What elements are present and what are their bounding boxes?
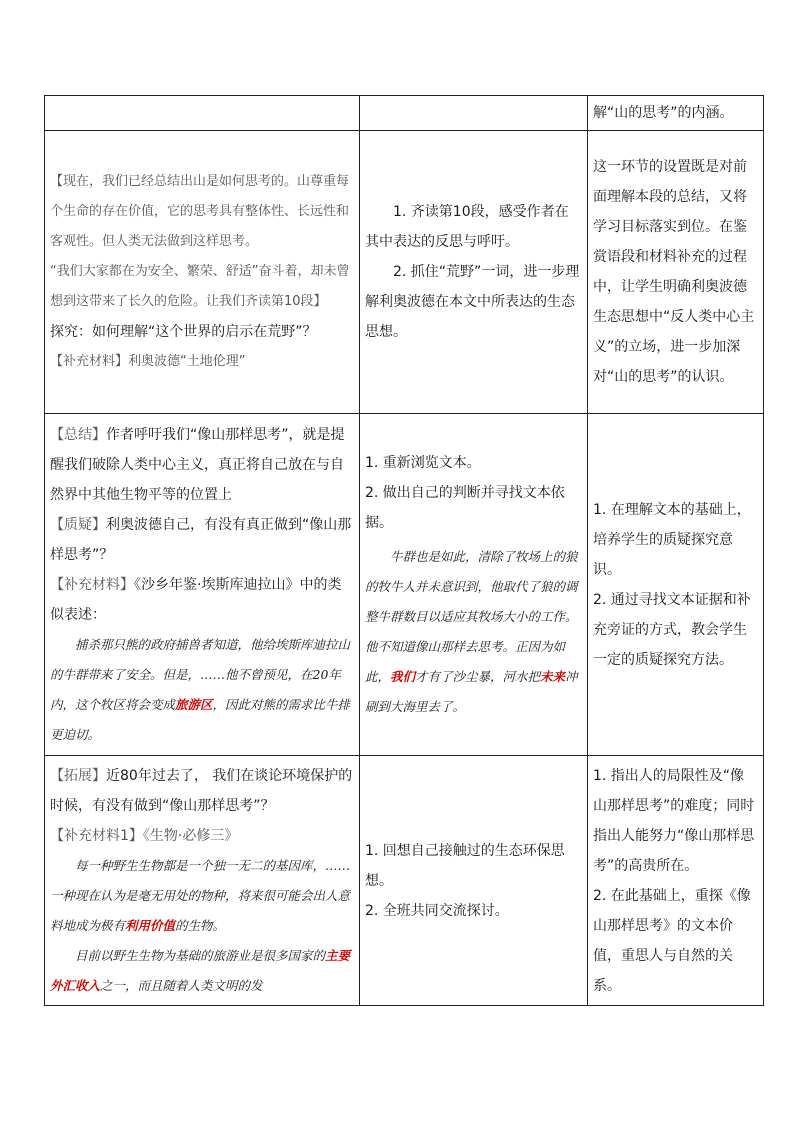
student-activity-1: 1. 重新浏览文本。 xyxy=(365,454,481,471)
student-activity-1: 1. 回想自己接触过的生态环保思想。 xyxy=(365,842,565,889)
table-row xyxy=(45,756,764,1006)
extension-tag: 【拓展】 xyxy=(50,767,106,784)
material-tag: 【补充材料】 xyxy=(50,576,134,593)
teacher-quote: “我们大家都在为安全、繁荣、舒适”奋斗着，却未曾想到这带来了长久的危险。让我们齐读第10段】 xyxy=(50,264,350,309)
design-intent-1: 1. 指出人的局限性及“像山那样思考”的难度；同时指出人能努力“像山那样思考”的高贵所在。 xyxy=(593,767,755,874)
material-title: 《生物·必修三》 xyxy=(142,827,239,844)
lesson-plan-table xyxy=(44,95,764,1006)
row3-col1-cell xyxy=(45,756,360,1006)
supplementary-material: 【补充材料】利奥波德“土地伦理” xyxy=(50,354,246,369)
design-intent-1: 1. 在理解文本的基础上，培养学生的质疑探究意识。 xyxy=(593,501,751,578)
row0-design-text: 解“山的思考”的内涵。 xyxy=(593,105,734,121)
extension-text: 近80年过去了， 我们在谈论环境保护的时候，有没有做到“像山那样思考”？ xyxy=(50,767,353,814)
row1-col3-cell xyxy=(588,131,764,414)
row0-col1-cell xyxy=(45,96,360,131)
row1-col2-cell xyxy=(360,131,588,414)
student-activity-2: 2. 全班共同交流探讨。 xyxy=(365,902,509,919)
summary-text: 作者呼吁我们“像山那样思考”，就是提醒我们破除人类中心主义，真正将自己放在与自然界中其他生物平等的位置上 xyxy=(50,426,345,503)
material-title: 《沙乡年鉴·埃斯库迪拉山》中的类似表述： xyxy=(50,576,342,623)
row2-col3-cell xyxy=(588,414,764,756)
student-activity-2: 2. 做出自己的判断并寻找文本依据。 xyxy=(365,484,565,531)
inquiry-question: 探究：如何理解“这个世界的启示在荒野”？ xyxy=(50,324,317,340)
row2-col1-cell xyxy=(45,414,360,756)
row2-col2-cell xyxy=(360,414,588,756)
material-tag: 【补充材料1】 xyxy=(50,827,143,844)
row0-col2-cell xyxy=(360,96,588,131)
summary-tag: 【总结】 xyxy=(50,426,106,443)
row1-col1-cell xyxy=(45,131,360,414)
row3-col2-cell xyxy=(360,756,588,1006)
student-activity-2: 2. 抓住“荒野”一词，进一步理解利奥波德在本文中所表达的生态思想。 xyxy=(365,264,580,340)
table-row xyxy=(45,414,764,756)
table-row xyxy=(45,96,764,131)
design-intent-2: 2. 在此基础上，重探《像山那样思考》的文本价值，重思人与自然的关系。 xyxy=(593,887,751,994)
excerpt-escudilla: 捕杀那只熊的政府捕兽者知道，他给埃斯库迪拉山的牛群带来了安全。但是，……他不曾预见，在20年内，这个牧区将会变成旅游区，因此对熊的需求比牛排更迫切。 xyxy=(50,636,351,742)
teacher-prompt: 【现在，我们已经总结出山是如何思考的。山尊重每个生命的存在价值，它的思考具有整体性、长远性和客观性。但人类无法做到这样思考。 xyxy=(50,174,350,249)
excerpt-biology-1: 每一种野生生物都是一个独一无二的基因库，……一种现在认为是毫无用处的物种，将来很可能会出人意料地成为极有利用价值的生物。 xyxy=(50,857,351,933)
student-activity-1: 1. 齐读第10段，感受作者在其中表达的反思与呼吁。 xyxy=(365,204,569,250)
table-row xyxy=(45,131,764,414)
design-intent: 这一环节的设置既是对前面理解本段的总结，又将学习目标落实到位。在鉴赏语段和材料补充的过程中，让学生明确利奥波德生态思想中“反人类中心主义”的立场，进一步加深对“山的思考”的认识。 xyxy=(593,159,755,385)
excerpt-biology-2: 目前以野生生物为基础的旅游业是很多国家的主要外汇收入之一，而且随着人类文明的发 xyxy=(50,947,351,993)
question-text: 利奥波德自己，有没有真正做到“像山那样思考”？ xyxy=(50,516,352,563)
excerpt-text-evidence: 牛群也是如此，清除了牧场上的狼的牧牛人并未意识到，他取代了狼的调整牛群数目以适应其牧场大小的工作。他不知道像山那样去思考。正因为如此，我们才有了沙尘暴，河水把未来冲刷到大海里去了。 xyxy=(365,548,578,714)
question-tag: 【质疑】 xyxy=(50,516,106,533)
design-intent-2: 2. 通过寻找文本证据和补充旁证的方式，教会学生一定的质疑探究方法。 xyxy=(593,591,751,668)
row3-col3-cell xyxy=(588,756,764,1006)
row0-col3-cell xyxy=(588,96,764,131)
